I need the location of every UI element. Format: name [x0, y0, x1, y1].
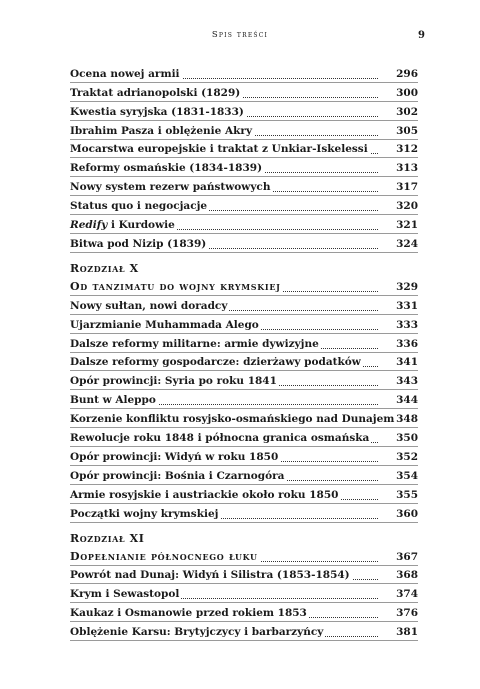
chapter-11-title: Dopełnianie północnego łuku	[70, 549, 258, 563]
toc-entry[interactable]	[70, 177, 418, 196]
toc-entry-page: 343	[396, 375, 418, 388]
chapter-11-title-row[interactable]	[70, 546, 418, 566]
toc-entry-text: Kaukaz i Osmanowie przed rokiem 1853	[70, 607, 307, 620]
toc-entry-page: 355	[396, 488, 418, 501]
chapter-10-label: Rozdział X	[70, 261, 139, 275]
toc-entry-title	[70, 87, 242, 99]
toc-entry-title	[70, 489, 340, 501]
toc-entry-text: Ujarzmianie Muhammada Alego	[70, 318, 259, 331]
toc-block-1	[70, 64, 418, 253]
toc-entry-text: Mocarstwa europejskie i traktat z Unkiar-Iskelessi	[70, 143, 368, 156]
toc-entry-page: 352	[396, 450, 418, 463]
toc-entry-text: i Kurdowie	[107, 219, 175, 232]
toc-entry-text: Opór prowincji: Bośnia i Czarnogóra	[70, 469, 285, 482]
toc-entry-title	[70, 238, 208, 250]
toc-entry-text: Nowy sułtan, nowi doradcy	[70, 299, 228, 312]
toc-entry[interactable]	[70, 485, 418, 504]
toc-entry-page: 324	[396, 237, 418, 250]
chapter-10-title-row[interactable]	[70, 276, 418, 296]
chapter-10-title: Od tanzimatu do wojny krymskiej	[70, 279, 281, 293]
toc-entry-text: Początki wojny krymskiej	[70, 507, 219, 520]
toc-entry-text: Dalsze reformy gospodarcze: dzierżawy podatków	[70, 356, 361, 369]
toc-entry-text: Powrót nad Dunaj: Widyń i Silistra (1853-1854)	[70, 569, 350, 582]
toc-entry-page: 331	[396, 299, 418, 312]
toc-entry[interactable]	[70, 390, 418, 409]
toc-entry-text: Opór prowincji: Syria po roku 1841	[70, 375, 277, 388]
toc-entry[interactable]	[70, 83, 418, 102]
chapter-10-page: 329	[396, 280, 418, 293]
toc-entry-page: 360	[396, 507, 418, 520]
toc-entry-page: 374	[396, 588, 418, 601]
toc-entry[interactable]	[70, 102, 418, 121]
toc-entry[interactable]	[70, 158, 418, 177]
toc-entry-title	[70, 106, 246, 118]
toc-entry[interactable]	[70, 215, 418, 234]
toc-entry-page: 376	[396, 607, 418, 620]
toc-entry[interactable]	[70, 371, 418, 390]
toc-entry-title	[70, 68, 182, 80]
toc-entry-text: Traktat adrianopolski (1829)	[70, 86, 241, 99]
toc-entry-text: Korzenie konfliktu rosyjsko-osmańskiego nad Dunajem	[70, 413, 395, 426]
toc-entry-title	[70, 125, 254, 137]
toc-entry[interactable]	[70, 334, 418, 353]
toc-entry-text: Krym i Sewastopol	[70, 588, 180, 601]
chapter-11-label: Rozdział XI	[70, 531, 145, 545]
toc-entry[interactable]	[70, 466, 418, 485]
toc-entry-title	[70, 200, 209, 212]
toc-entry-page: 333	[396, 318, 418, 331]
chapter-11-page: 367	[396, 550, 418, 563]
toc-entry-title	[70, 394, 158, 406]
toc-entry[interactable]	[70, 140, 418, 159]
toc-entry-text: Kwestia syryjska (1831-1833)	[70, 105, 244, 118]
toc-entry[interactable]	[70, 234, 418, 253]
chapter-10-entries	[70, 296, 418, 523]
table-of-contents	[70, 64, 418, 641]
running-title: Spis treści	[211, 30, 269, 40]
toc-entry-text: Rewolucje roku 1848 i północna granica osmańska	[70, 432, 370, 445]
toc-entry-text: Reformy osmańskie (1834-1839)	[70, 162, 263, 175]
toc-entry-title	[70, 319, 261, 331]
toc-entry-page: 300	[396, 86, 418, 99]
toc-entry-page: 312	[396, 143, 418, 156]
toc-entry[interactable]	[70, 296, 418, 315]
toc-entry-page: 321	[396, 219, 418, 232]
toc-entry-page: 354	[396, 469, 418, 482]
toc-entry[interactable]	[70, 428, 418, 447]
toc-entry[interactable]	[70, 409, 418, 428]
toc-entry-page: 381	[396, 626, 418, 639]
toc-entry-text: Armie rosyjskie i austriackie około roku 1850	[70, 488, 339, 501]
toc-entry[interactable]	[70, 504, 418, 523]
toc-entry-text: Bitwa pod Nizip (1839)	[70, 237, 207, 250]
page-header	[0, 30, 480, 46]
toc-entry-text: Oblężenie Karsu: Brytyjczycy i barbarzyńcy	[70, 626, 324, 639]
page-number: 9	[418, 30, 425, 41]
toc-entry-title	[70, 413, 396, 425]
toc-entry-page: 302	[396, 105, 418, 118]
toc-entry[interactable]	[70, 447, 418, 466]
toc-entry-title	[70, 375, 279, 387]
toc-entry[interactable]	[70, 353, 418, 372]
toc-entry-title	[70, 626, 325, 638]
toc-entry-title	[70, 588, 181, 600]
toc-entry-text: Dalsze reformy militarne: armie dywizyjne	[70, 337, 319, 350]
toc-entry-page: 368	[396, 569, 418, 582]
toc-entry-text: Nowy system rezerw państwowych	[70, 181, 271, 194]
toc-entry-text: Bunt w Aleppo	[70, 394, 156, 407]
toc-entry-title	[70, 219, 177, 231]
toc-entry-page: 305	[396, 124, 418, 137]
toc-entry[interactable]	[70, 566, 418, 585]
toc-entry-title	[70, 356, 363, 368]
toc-entry-title	[70, 470, 286, 482]
toc-entry-page: 320	[396, 200, 418, 213]
toc-entry-text: Opór prowincji: Widyń w roku 1850	[70, 450, 279, 463]
toc-entry[interactable]	[70, 584, 418, 603]
toc-entry-page: 344	[396, 394, 418, 407]
toc-entry-title	[70, 181, 272, 193]
toc-entry-title	[70, 569, 352, 581]
toc-entry-title	[70, 162, 264, 174]
toc-entry-page: 341	[396, 356, 418, 369]
toc-entry[interactable]	[70, 603, 418, 622]
toc-entry[interactable]	[70, 64, 418, 83]
toc-entry-page: 348	[396, 413, 418, 426]
toc-entry[interactable]	[70, 196, 418, 215]
toc-entry-text: Ibrahim Pasza i oblężenie Akry	[70, 124, 253, 137]
toc-entry-text: Status quo i negocjacje	[70, 200, 208, 213]
toc-entry-page: 313	[396, 162, 418, 175]
toc-entry-italic: Redify	[70, 219, 108, 232]
toc-entry-text: Ocena nowej armii	[70, 67, 180, 80]
toc-entry-title	[70, 143, 370, 155]
toc-entry-title	[70, 607, 309, 619]
toc-entry-title	[70, 451, 280, 463]
toc-entry[interactable]	[70, 315, 418, 334]
toc-entry-page: 296	[396, 67, 418, 80]
toc-entry[interactable]	[70, 622, 418, 641]
toc-entry-title	[70, 338, 321, 350]
toc-entry[interactable]	[70, 121, 418, 140]
toc-entry-title	[70, 432, 371, 444]
toc-entry-title	[70, 508, 220, 520]
toc-entry-page: 336	[396, 337, 418, 350]
toc-entry-page: 317	[396, 181, 418, 194]
chapter-11-entries	[70, 566, 418, 642]
toc-entry-page: 350	[396, 432, 418, 445]
toc-entry-title	[70, 300, 229, 312]
